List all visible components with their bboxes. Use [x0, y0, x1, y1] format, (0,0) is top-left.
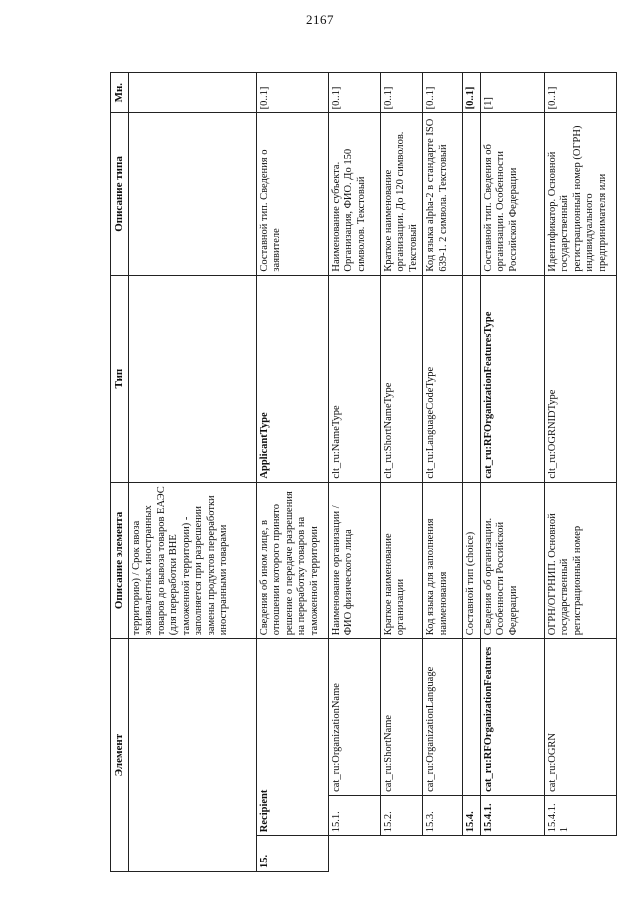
table-row — [544, 73, 616, 872]
row-type: ApplicantType — [256, 275, 328, 482]
row-multiplicity: [0..1] — [423, 73, 463, 113]
row-type-description: Составной тип. Сведения о заявителе — [256, 113, 328, 275]
spec-table — [110, 72, 617, 872]
row-element-description: Код языка для заполнения наименования — [423, 482, 463, 639]
row-element: cat_ru:OGRN — [544, 639, 616, 796]
table-row — [380, 73, 423, 872]
row-type: clt_ru:ShortNameType — [380, 275, 423, 482]
row-element: Recipient — [256, 639, 328, 836]
row-number: 15.1. — [328, 795, 380, 835]
row-type: clt_ru:LanguageCodeType — [423, 275, 463, 482]
table-row — [128, 73, 256, 872]
row-element-description: Краткое наименование организации — [380, 482, 423, 639]
row-type-description — [128, 113, 256, 275]
row-element: cat_ru:OrganizationLanguage — [423, 639, 463, 796]
row-element-description: Наименование организации / ФИО физического лица — [328, 482, 380, 639]
row-type: clt_ru:NameType — [328, 275, 380, 482]
row-multiplicity: [0..1] — [256, 73, 328, 113]
table-header-row — [111, 73, 129, 872]
table-row — [423, 73, 463, 872]
row-element: cat_ru:RFOrganizationFeatures — [480, 639, 544, 796]
rotated-table-wrapper — [110, 72, 608, 872]
row-type — [463, 275, 481, 482]
row-type-description: Составной тип. Сведения об организации. Особенности Российской Федерации — [480, 113, 544, 275]
row-element-description: территорию) / Срок ввоза эквивалентных иностранных товаров до вывоза товаров ЕАЭС (для переработки ВНЕ таможенной территории) - заполняется при разрешении замены продуктов переработки иностранными товарами — [128, 482, 256, 639]
row-type-description: Код языка alpha-2 в стандарте ISO 639-1. 2 символа. Текстовый — [423, 113, 463, 275]
row-number: 15.4. — [463, 795, 481, 835]
row-multiplicity: [0..1] — [463, 73, 481, 113]
indent-spacer — [380, 836, 423, 872]
row-number: 15. — [256, 836, 328, 872]
row-element — [128, 639, 256, 872]
indent-spacer — [544, 836, 616, 872]
row-element: cat_ru:OrganizationName — [328, 639, 380, 796]
table-row — [480, 73, 544, 872]
table-row — [256, 73, 328, 872]
indent-spacer — [463, 836, 481, 872]
indent-spacer — [328, 836, 380, 872]
header-multiplicity: Мн. — [111, 73, 129, 113]
row-multiplicity — [128, 73, 256, 113]
header-type-description: Описание типа — [111, 113, 129, 275]
row-number: 15.4.1. — [480, 795, 544, 835]
row-element-description: ОГРН/ОГРНИП. Основной государственный регистрационный номер — [544, 482, 616, 639]
row-type-description: Краткое наименование организации. До 120 символов. Текстовый — [380, 113, 423, 275]
row-multiplicity: [0..1] — [544, 73, 616, 113]
row-element-description: Составной тип (choice) — [463, 482, 481, 639]
row-type-description: Наименование субъекта. Организация, ФИО. До 150 символов. Текстовый — [328, 113, 380, 275]
row-number: 15.2. — [380, 795, 423, 835]
table-row — [328, 73, 380, 872]
row-type — [128, 275, 256, 482]
row-element-description: Сведения об ином лице, в отношении которого принято решение о передаче разрешения на переработку товаров на таможенной территории — [256, 482, 328, 639]
row-multiplicity: [0..1] — [328, 73, 380, 113]
row-type-description — [463, 113, 481, 275]
row-element-description: Сведения об организации. Особенности Российской Федерации — [480, 482, 544, 639]
indent-spacer — [480, 836, 544, 872]
header-element: Элемент — [111, 639, 129, 872]
indent-spacer — [423, 836, 463, 872]
page-number: 2167 — [306, 12, 334, 27]
row-type: cat_ru:RFOrganizationFeaturesType — [480, 275, 544, 482]
row-element — [463, 639, 481, 796]
header-element-description: Описание элемента — [111, 482, 129, 639]
row-number: 15.4.1.1 — [544, 795, 616, 835]
row-number: 15.3. — [423, 795, 463, 835]
row-multiplicity: [0..1] — [380, 73, 423, 113]
table-row — [463, 73, 481, 872]
row-type: clt_ru:OGRNIDType — [544, 275, 616, 482]
row-multiplicity: [1] — [480, 73, 544, 113]
header-type: Тип — [111, 275, 129, 482]
row-element: cat_ru:ShortName — [380, 639, 423, 796]
row-type-description: Идентификатор. Основной государственный регистрационный номер (ОГРН) индивидуального предпринимателя или — [544, 113, 616, 275]
